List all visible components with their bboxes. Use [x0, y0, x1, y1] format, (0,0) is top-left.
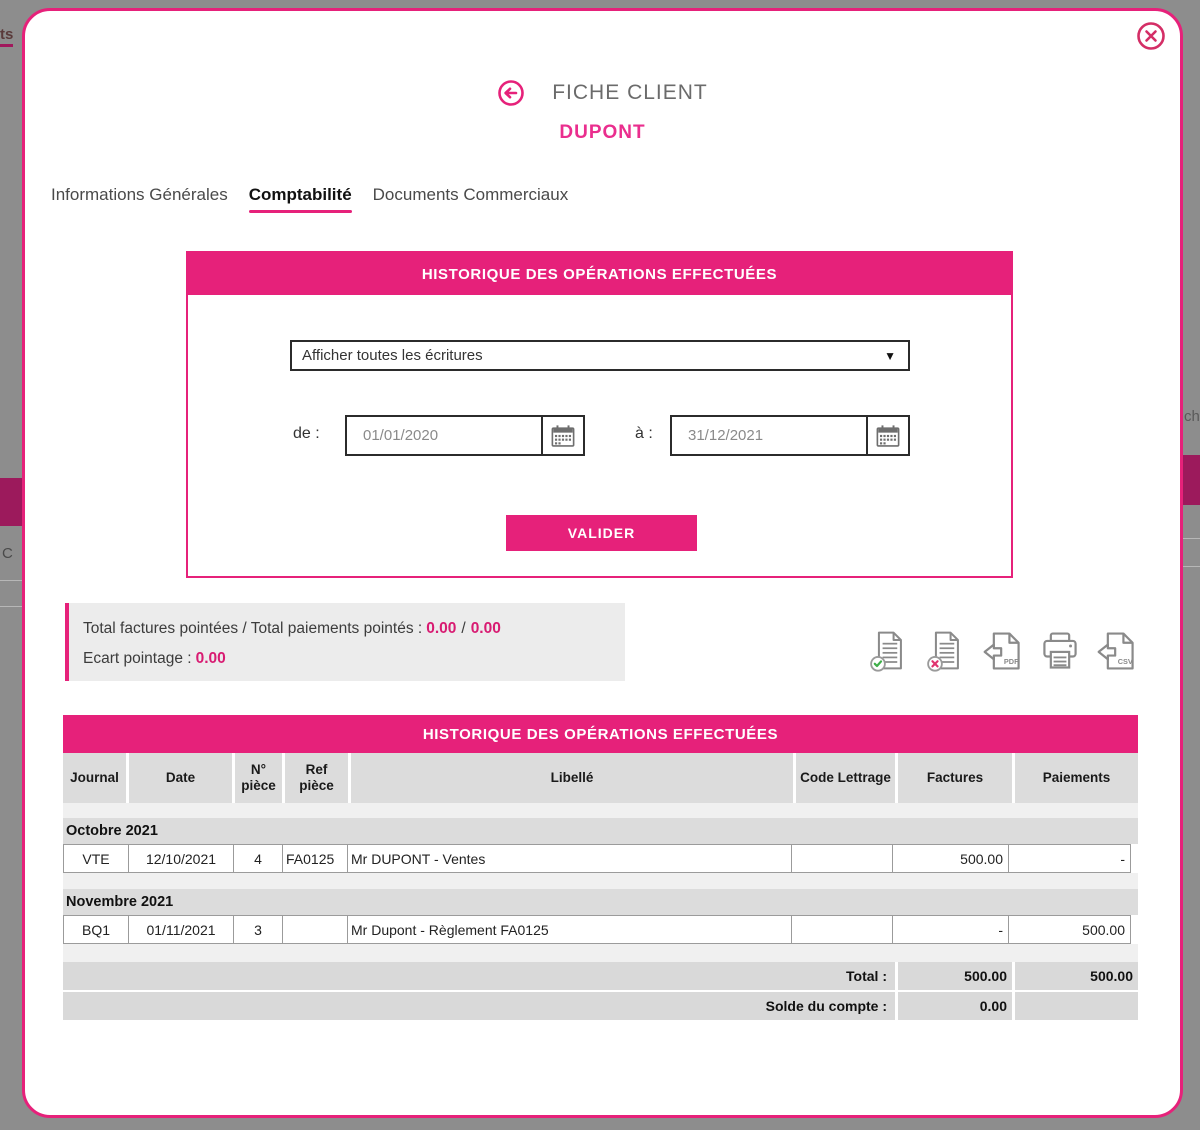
svg-text:PDF: PDF [1003, 656, 1019, 666]
summary-line-2 [83, 644, 625, 674]
cell-ref: FA0125 [282, 844, 348, 873]
group-row-octobre-2021: Octobre 2021 [63, 818, 1138, 844]
cell-code-lettrage [791, 844, 893, 873]
entries-filter-select[interactable] [290, 340, 910, 371]
solde-factures: 0.00 [898, 992, 1015, 1020]
total-paiements: 500.00 [1015, 962, 1138, 990]
cell-code-lettrage [791, 915, 893, 944]
back-arrow-icon[interactable] [497, 79, 525, 107]
background-partial-text-left: C [2, 545, 13, 562]
table-spacer [63, 873, 1138, 889]
cell-piece: 3 [233, 915, 283, 944]
total-label: Total : [63, 962, 898, 990]
fiche-client-modal [22, 8, 1183, 1118]
summary-line1-label: Total factures pointées / Total paiements pointés : [83, 620, 423, 637]
background-divider [1180, 566, 1200, 567]
summary-ecart-label: Ecart pointage : [83, 650, 192, 667]
col-paiements: Paiements [1015, 753, 1138, 803]
background-partial-text-right: ch [1184, 408, 1200, 425]
background-divider [0, 606, 22, 607]
solde-paiements [1015, 992, 1138, 1020]
summary-factures-pointees-value: 0.00 [426, 620, 457, 637]
solde-row [63, 992, 1138, 1020]
col-code-lettrage: Code Lettrage [796, 753, 898, 803]
cell-journal: VTE [63, 844, 129, 873]
summary-line-1 [83, 614, 625, 644]
calendar-icon[interactable] [541, 417, 583, 454]
cell-ref [282, 915, 348, 944]
close-icon[interactable] [1136, 21, 1166, 51]
cell-libelle: Mr Dupont - Règlement FA0125 [347, 915, 792, 944]
background-section-bar-left [0, 478, 22, 526]
operations-table [63, 715, 1138, 1020]
summary-separator: / [461, 620, 466, 637]
table-row[interactable] [63, 844, 1138, 873]
cell-paiements: - [1008, 844, 1131, 873]
summary-paiements-pointes-value: 0.00 [470, 620, 501, 637]
table-spacer [63, 803, 1138, 818]
document-cross-icon[interactable] [924, 629, 968, 673]
table-header-row [63, 753, 1138, 803]
print-icon[interactable] [1038, 629, 1082, 673]
background-divider [1180, 538, 1200, 539]
cell-piece: 4 [233, 844, 283, 873]
date-to-value: 31/12/2021 [688, 427, 764, 444]
group-row-novembre-2021: Novembre 2021 [63, 889, 1138, 915]
cell-libelle: Mr DUPONT - Ventes [347, 844, 792, 873]
date-from-field[interactable] [345, 415, 585, 456]
pointage-summary [65, 603, 625, 681]
export-toolbar [867, 629, 1139, 673]
chevron-down-icon: ▼ [884, 348, 896, 363]
document-check-icon[interactable] [867, 629, 911, 673]
background-section-bar-right [1180, 455, 1200, 505]
tab-bar [51, 185, 568, 213]
modal-header [25, 79, 1180, 107]
col-ref-piece: Ref pièce [285, 753, 351, 803]
table-row[interactable] [63, 915, 1138, 944]
col-num-piece: N° pièce [235, 753, 285, 803]
tab-documents-commerciaux[interactable]: Documents Commerciaux [372, 185, 569, 204]
cell-date: 01/11/2021 [128, 915, 234, 944]
operations-filter-panel [186, 251, 1013, 578]
svg-text:CSV: CSV [1117, 656, 1133, 666]
calendar-icon[interactable] [866, 417, 908, 454]
table-spacer [63, 944, 1138, 962]
filter-panel-title: HISTORIQUE DES OPÉRATIONS EFFECTUÉES [188, 253, 1011, 295]
tab-informations-generales[interactable]: Informations Générales [51, 185, 228, 204]
operations-table-title: HISTORIQUE DES OPÉRATIONS EFFECTUÉES [63, 715, 1138, 753]
entries-filter-selected-value: Afficher toutes les écritures [302, 347, 483, 364]
cell-factures: - [892, 915, 1009, 944]
cell-paiements: 500.00 [1008, 915, 1131, 944]
tab-comptabilite[interactable]: Comptabilité [249, 185, 352, 213]
col-journal: Journal [63, 753, 129, 803]
background-divider [0, 580, 22, 581]
date-from-value: 01/01/2020 [363, 427, 439, 444]
date-from-label: de : [293, 425, 320, 442]
cell-date: 12/10/2021 [128, 844, 234, 873]
cell-journal: BQ1 [63, 915, 129, 944]
cell-factures: 500.00 [892, 844, 1009, 873]
page-title: FICHE CLIENT [552, 81, 708, 104]
col-date: Date [129, 753, 235, 803]
date-to-field[interactable] [670, 415, 910, 456]
valider-button[interactable]: VALIDER [506, 515, 697, 551]
total-row [63, 962, 1138, 990]
total-factures: 500.00 [898, 962, 1015, 990]
col-libelle: Libellé [351, 753, 796, 803]
col-factures: Factures [898, 753, 1015, 803]
background-partial-link: ts [0, 26, 13, 47]
export-pdf-icon[interactable] [981, 629, 1025, 673]
client-name: DUPONT [559, 122, 646, 143]
summary-ecart-value: 0.00 [195, 650, 226, 667]
solde-label: Solde du compte : [63, 992, 898, 1020]
export-csv-icon[interactable] [1095, 629, 1139, 673]
date-to-label: à : [635, 425, 653, 442]
